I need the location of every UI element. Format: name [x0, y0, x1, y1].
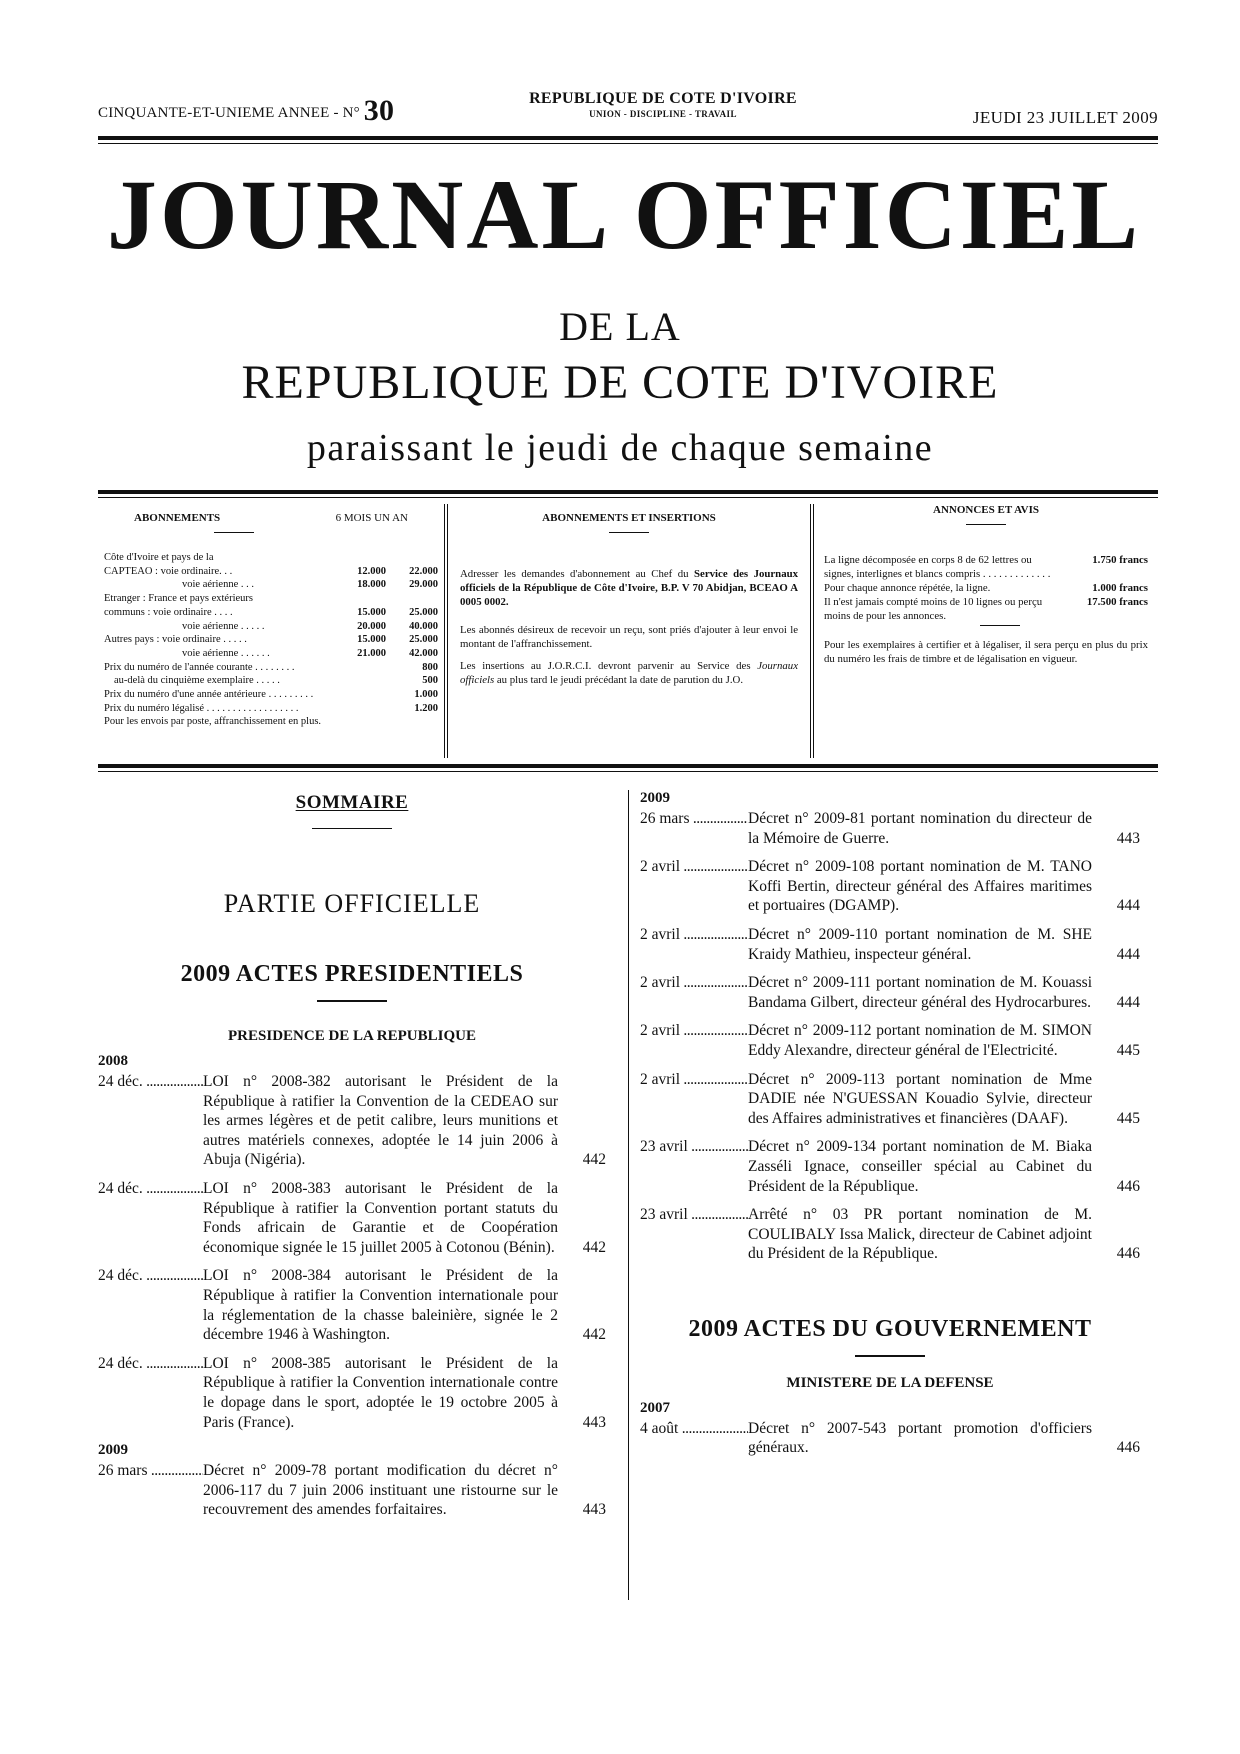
entry-text: LOI n° 2008-384 autorisant le Président de la République à ratifier la Convention internationale pour la réglementation de la chasse baleinière, signée le 2 décembre 1946 à Washington. [203, 1267, 558, 1344]
sommaire-right-column [640, 790, 1140, 1458]
entry-page: 443 [1116, 829, 1140, 847]
rate-row [104, 592, 438, 606]
sommaire-left-column [98, 790, 606, 1520]
sommaire-entry [640, 1419, 1140, 1458]
annonce-label: Il n'est jamais compté moins de 10 lignes ou perçu moins de pour les annonces. [824, 596, 1043, 622]
entry-date: 26 mars ..... [640, 809, 748, 848]
rate-row [104, 578, 438, 592]
rate-label: Pour les envois par poste, affranchissement en plus. [104, 716, 322, 728]
annonces-note: Pour les exemplaires à certifier et à légaliser, il sera perçu en plus du prix du numéro les frais de timbre et de légalisation en vigueur. [824, 639, 1148, 665]
rate-one-year: 500 [422, 675, 438, 687]
sommaire-entry [640, 1205, 1140, 1264]
annonce-label: La ligne décomposée en corps 8 de 62 lettres ou signes, interlignes et blancs compris . . . . . . . . . . . . . [824, 554, 1051, 580]
annonces-rule [966, 524, 1006, 525]
entries-2009-left [98, 1461, 606, 1520]
masthead-title: JOURNAL OFFICIEL [106, 159, 1142, 270]
country-motto: UNION - DISCIPLINE - TRAVAIL [589, 109, 737, 119]
insertions-heading: ABONNEMENTS ET INSERTIONS [542, 512, 716, 524]
entry-date: 2 avril ..... [640, 1070, 748, 1129]
entries-2008 [98, 1072, 606, 1432]
rate-label: CAPTEAO : voie ordinaire. . . [104, 565, 233, 577]
entry-text: Décret n° 2009-81 portant nomination du directeur de la Mémoire de Guerre. [748, 810, 1092, 847]
entry-text: LOI n° 2008-385 autorisant le Président de la République à ratifier la Convention internationale contre le dopage dans le sport, adoptée le 19 octobre 2005 à Paris (France). [203, 1354, 558, 1431]
top-line [98, 88, 1158, 134]
entry-page: 445 [1116, 1109, 1140, 1127]
edition-info [98, 94, 394, 128]
rate-label: voie aérienne . . . . . . [182, 647, 270, 659]
rate-label: au-delà du cinquième exemplaire . . . . . [114, 675, 280, 687]
entry-page: 442 [582, 1326, 606, 1344]
entry-date: 2 avril ..... [640, 857, 748, 916]
entry-date: 24 déc. ..... [98, 1072, 203, 1170]
rate-row [104, 674, 438, 688]
edition-label: CINQUANTE-ET-UNIEME ANNEE - N° [98, 105, 360, 121]
header-rule-thin [98, 143, 1158, 144]
entry-text: Décret n° 2007-543 portant promotion d'officiers généraux. [748, 1419, 1092, 1457]
abonnements-column [98, 500, 444, 762]
abonnements-rule [214, 532, 254, 533]
rate-six-months: 15.000 [357, 606, 386, 618]
rate-row [104, 715, 438, 729]
info-top-rule [98, 490, 1158, 494]
entry-text: Décret n° 2009-111 portant nomination de M. Kouassi Bandama Gilbert, directeur général des Hydrocarbures. [748, 974, 1092, 1011]
rate-one-year: 29.000 [409, 579, 438, 591]
abonnements-rates [104, 551, 438, 729]
rate-row [104, 606, 438, 620]
entry-date: 2 avril ..... [640, 925, 748, 964]
actes-gouvernement-rule [855, 1355, 925, 1357]
rate-one-year: 42.000 [409, 647, 438, 659]
rate-label: voie aérienne . . . . . [182, 620, 265, 632]
insertions-address-bold: Service des Journaux officiels de la République de Côte d'Ivoire, B.P. V 70 Abidjan, BCEAO A 0005 0002. [460, 568, 798, 608]
sommaire-entry [640, 1070, 1140, 1129]
entry-date: 2 avril ..... [640, 973, 748, 1012]
rate-six-months: 15.000 [357, 634, 386, 646]
info-bottom-rule [98, 764, 1158, 768]
entry-date: 24 déc. ..... [98, 1179, 203, 1257]
rate-one-year: 800 [422, 661, 438, 673]
entry-date: 23 avril ..... [640, 1205, 748, 1264]
rate-label: Etranger : France et pays extérieurs [104, 593, 253, 605]
entry-page: 442 [582, 1238, 606, 1256]
annonce-row [824, 553, 1148, 581]
annonce-price: 1.750 francs [1092, 554, 1148, 566]
annonce-price: 1.000 francs [1092, 582, 1148, 594]
sommaire-entry [640, 973, 1140, 1012]
actes-presidentiels-heading: 2009 ACTES PRESIDENTIELS [180, 961, 524, 987]
entry-page: 446 [1116, 1439, 1140, 1457]
rate-label: Prix du numéro de l'année courante . . . . . . . . [104, 661, 295, 673]
entry-page: 444 [1116, 993, 1140, 1011]
entry-date: 24 déc. ..... [98, 1354, 203, 1432]
insertions-receipt: Les abonnés désireux de recevoir un reçu, sont priés d'ajouter à leur envoi le montant de l'affranchissement. [460, 624, 798, 650]
rate-label: voie aérienne . . . [182, 579, 255, 591]
year-2009-left: 2009 [98, 1442, 128, 1459]
insertions-rule [609, 532, 649, 533]
annonce-row [824, 595, 1148, 623]
annonce-label: Pour chaque annonce répétée, la ligne. [824, 582, 991, 594]
annonce-price: 17.500 francs [1086, 596, 1148, 608]
column-divider [628, 790, 629, 1600]
entry-page: 444 [1116, 945, 1140, 963]
rate-row [104, 702, 438, 716]
rate-one-year: 1.000 [414, 689, 438, 701]
info-bottom-rule-thin [98, 771, 1158, 772]
rate-label: communs : voie ordinaire . . . . [104, 606, 233, 618]
sommaire-entry [640, 925, 1140, 964]
rate-one-year: 22.000 [409, 565, 438, 577]
entry-text: LOI n° 2008-382 autorisant le Président de la République à ratifier la Convention de la CEDEAO sur les armes légères et de petit calibre, leurs munitions et autres matériels connexes, adoptée le 14 juin 2006 à Abuja (Nigéria). [203, 1073, 558, 1169]
rate-six-months: 12.000 [357, 565, 386, 577]
insertions-address [454, 567, 804, 609]
sommaire-entry [98, 1179, 606, 1257]
entry-page: 443 [582, 1413, 606, 1431]
entry-page: 443 [582, 1501, 606, 1519]
rate-one-year: 25.000 [409, 606, 438, 618]
actes-gouvernement-heading: 2009 ACTES DU GOUVERNEMENT [688, 1315, 1092, 1342]
entry-text: Décret n° 2009-112 portant nomination de M. SIMON Eddy Alexandre, directeur général de l'Electricité. [748, 1022, 1092, 1059]
rate-row [104, 565, 438, 579]
abonnements-header [104, 512, 438, 528]
insertions-deadline [454, 659, 804, 687]
annonces-column [814, 500, 1158, 762]
entry-page: 446 [1116, 1177, 1140, 1195]
sommaire-entry [640, 1021, 1140, 1060]
rate-one-year: 1.200 [414, 702, 438, 714]
annonces-heading: ANNONCES ET AVIS [933, 504, 1039, 516]
rate-row [104, 620, 438, 634]
entry-text: Arrêté n° 03 PR portant nomination de M. COULIBALY Issa Malick, directeur de Cabinet adjoint du Président de la République. [748, 1206, 1092, 1263]
sommaire-entry [640, 809, 1140, 848]
rate-label: Autres pays : voie ordinaire . . . . . [104, 634, 247, 646]
rate-one-year: 40.000 [409, 620, 438, 632]
entry-date: 23 avril ..... [640, 1137, 748, 1196]
entry-date: 26 mars ..... [98, 1461, 203, 1520]
rate-one-year: 25.000 [409, 634, 438, 646]
sommaire-entry [98, 1354, 606, 1432]
masthead-republique: REPUBLIQUE DE COTE D'IVOIRE [241, 356, 999, 409]
rate-row [104, 633, 438, 647]
year-2008: 2008 [98, 1053, 128, 1069]
ministere-defense-heading: MINISTERE DE LA DEFENSE [786, 1374, 994, 1391]
entry-page: 446 [1116, 1245, 1140, 1263]
insertions-deadline-a: Les insertions au J.O.R.C.I. devront parvenir au Service des [460, 660, 758, 672]
masthead-tagline: paraissant le jeudi de chaque semaine [306, 427, 934, 469]
edition-number: 30 [363, 94, 395, 127]
insertions-deadline-b: au plus tard le jeudi précédant la date de parution du J.O. [494, 674, 744, 686]
sommaire-entry [640, 857, 1140, 916]
rate-label: Côte d'Ivoire et pays de la [104, 552, 214, 563]
abonnements-period: 6 MOIS UN AN [335, 512, 408, 524]
actes-presidentiels-rule [317, 1000, 387, 1002]
sommaire-rule [312, 828, 392, 829]
header-rule [98, 136, 1158, 140]
partie-officielle: PARTIE OFFICIELLE [223, 889, 481, 918]
entry-text: Décret n° 2009-108 portant nomination de M. TANO Koffi Bertin, directeur général des Affaires maritimes et portuaires (DGAMP). [748, 858, 1092, 915]
presidence-heading: PRESIDENCE DE LA REPUBLIQUE [228, 1028, 476, 1044]
rate-row [104, 647, 438, 661]
year-2009-right: 2009 [640, 790, 670, 806]
country-name: REPUBLIQUE DE COTE D'IVOIRE [529, 90, 797, 107]
entry-text: Décret n° 2009-78 portant modification du décret n° 2006-117 du 7 juin 2006 instituant une ristourne sur le recouvrement des amendes forfaitaires. [203, 1462, 558, 1519]
issue-date: JEUDI 23 JUILLET 2009 [972, 108, 1158, 127]
entries-gouvernement [640, 1419, 1140, 1458]
entry-text: Décret n° 2009-113 portant nomination de Mme DADIE née N'GUESSAN Kouadio Sylvie, directeur des Affaires administratives et financières (DAAF). [748, 1070, 1092, 1127]
entry-date: 4 août ..... [640, 1419, 748, 1458]
rate-label: Prix du numéro d'une année antérieure . . . . . . . . . [104, 689, 314, 701]
sommaire-entry [640, 1137, 1140, 1196]
annonce-row [824, 581, 1148, 595]
sommaire-entry [98, 1266, 606, 1344]
rate-six-months: 18.000 [357, 579, 386, 591]
sommaire-entry [98, 1461, 606, 1520]
entry-text: Décret n° 2009-110 portant nomination de M. SHE Kraidy Mathieu, inspecteur général. [748, 925, 1092, 963]
sommaire-title: SOMMAIRE [295, 792, 409, 813]
entry-page: 442 [582, 1151, 606, 1169]
abonnements-heading: ABONNEMENTS [134, 512, 221, 524]
entry-date: 2 avril ..... [640, 1021, 748, 1060]
rate-row [104, 551, 438, 565]
rate-row [104, 661, 438, 675]
entry-text: LOI n° 2008-383 autorisant le Président de la République à ratifier la Convention portant statuts du Fonds africain de Garantie et de Coopération économique signée le 15 juillet 2005 à Cotonou (Bénin). [203, 1179, 558, 1256]
entries-2009-right [640, 809, 1140, 1264]
insertions-address-text: Adresser les demandes d'abonnement au Chef du [460, 568, 695, 580]
insertions-deadline-italic: Journaux officiels [460, 660, 798, 686]
rate-six-months: 20.000 [357, 620, 386, 632]
entry-text: Décret n° 2009-134 portant nomination de M. Biaka Zasséli Ignace, conseiller spécial au Cabinet du Président de la République. [748, 1138, 1092, 1195]
masthead-de-la: DE LA [559, 304, 681, 349]
rate-row [104, 688, 438, 702]
annonces-rows [820, 553, 1152, 623]
entry-page: 445 [1116, 1041, 1140, 1059]
entry-page: 444 [1116, 897, 1140, 915]
rate-six-months: 21.000 [357, 647, 386, 659]
rate-label: Prix du numéro légalisé . . . . . . . . . . . . . . . . . . [104, 702, 299, 714]
entry-date: 24 déc. ..... [98, 1266, 203, 1344]
year-2007: 2007 [640, 1399, 670, 1416]
info-box [98, 500, 1158, 762]
country-block [523, 90, 803, 119]
insertions-column [448, 500, 810, 762]
annonces-short-rule [980, 625, 1020, 626]
sommaire-entry [98, 1072, 606, 1170]
info-top-rule-thin [98, 497, 1158, 498]
